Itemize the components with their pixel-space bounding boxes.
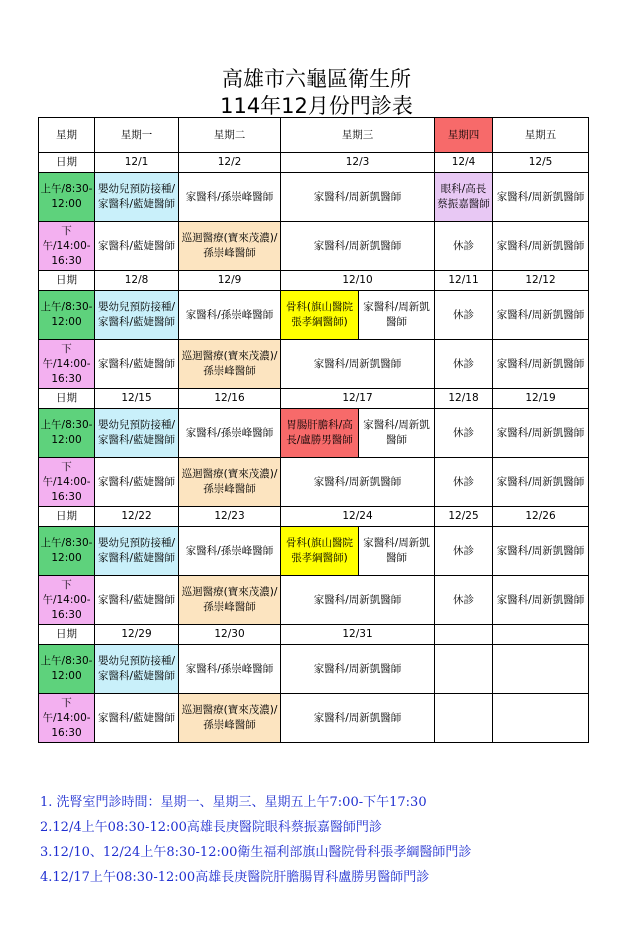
clinic-cell: 休診 xyxy=(435,409,493,458)
date-row xyxy=(39,507,589,527)
am-row xyxy=(39,409,589,458)
clinic-cell: 巡迴醫療(寶來茂濃)/孫崇峰醫師 xyxy=(179,694,281,743)
date-label: 日期 xyxy=(39,507,95,527)
clinic-cell: 家醫科/孫崇峰醫師 xyxy=(179,645,281,694)
clinic-cell: 家醫科/孫崇峰醫師 xyxy=(179,409,281,458)
clinic-cell: 家醫科/周新凱醫師 xyxy=(359,291,435,340)
clinic-cell: 家醫科/藍婕醫師 xyxy=(95,458,179,507)
clinic-cell: 家醫科/周新凱醫師 xyxy=(493,527,589,576)
date-cell: 12/24 xyxy=(281,507,435,527)
clinic-cell: 巡迴醫療(寶來茂濃)/孫崇峰醫師 xyxy=(179,340,281,389)
pm-row xyxy=(39,576,589,625)
clinic-cell: 家醫科/孫崇峰醫師 xyxy=(179,173,281,222)
date-row xyxy=(39,153,589,173)
clinic-cell: 巡迴醫療(寶來茂濃)/孫崇峰醫師 xyxy=(179,576,281,625)
clinic-cell: 家醫科/周新凱醫師 xyxy=(281,694,435,743)
date-cell: 12/15 xyxy=(95,389,179,409)
clinic-cell: 家醫科/孫崇峰醫師 xyxy=(179,291,281,340)
date-cell: 12/10 xyxy=(281,271,435,291)
header-friday: 星期五 xyxy=(493,118,589,153)
date-cell: 12/3 xyxy=(281,153,435,173)
header-tuesday: 星期二 xyxy=(179,118,281,153)
clinic-cell: 家醫科/藍婕醫師 xyxy=(95,576,179,625)
date-cell: 12/25 xyxy=(435,507,493,527)
clinic-cell: 家醫科/周新凱醫師 xyxy=(493,576,589,625)
pm-row xyxy=(39,340,589,389)
date-label: 日期 xyxy=(39,153,95,173)
am-label: 上午/8:30-12:00 xyxy=(39,291,95,340)
am-row xyxy=(39,173,589,222)
date-cell: 12/29 xyxy=(95,625,179,645)
clinic-cell: 家醫科/周新凱醫師 xyxy=(359,409,435,458)
clinic-cell: 嬰幼兒預防接種/家醫科/藍婕醫師 xyxy=(95,527,179,576)
pm-row xyxy=(39,458,589,507)
clinic-cell: 家醫科/藍婕醫師 xyxy=(95,340,179,389)
clinic-cell: 骨科(旗山醫院張孝綱醫師) xyxy=(281,527,359,576)
date-cell: 12/18 xyxy=(435,389,493,409)
date-cell: 12/23 xyxy=(179,507,281,527)
pm-label: 下午/14:00-16:30 xyxy=(39,458,95,507)
am-row xyxy=(39,291,589,340)
date-cell: 12/12 xyxy=(493,271,589,291)
date-cell: 12/9 xyxy=(179,271,281,291)
header-wednesday: 星期三 xyxy=(281,118,435,153)
am-row xyxy=(39,527,589,576)
date-cell: 12/31 xyxy=(281,625,435,645)
note-item: 2.12/4上午08:30-12:00高雄長庚醫院眼科蔡振嘉醫師門診 xyxy=(40,820,382,835)
clinic-cell: 骨科(旗山醫院張孝綱醫師) xyxy=(281,291,359,340)
title-line1: 高雄市六龜區衛生所 xyxy=(222,67,411,91)
clinic-cell: 眼科/高長蔡振嘉醫師 xyxy=(435,173,493,222)
pm-row xyxy=(39,222,589,271)
am-label: 上午/8:30-12:00 xyxy=(39,409,95,458)
header-thursday: 星期四 xyxy=(435,118,493,153)
header-weekday-label: 星期 xyxy=(39,118,95,153)
clinic-cell: 嬰幼兒預防接種/家醫科/藍婕醫師 xyxy=(95,173,179,222)
date-cell: 12/22 xyxy=(95,507,179,527)
clinic-cell: 家醫科/周新凱醫師 xyxy=(493,291,589,340)
am-label: 上午/8:30-12:00 xyxy=(39,527,95,576)
am-row xyxy=(39,645,589,694)
pm-row xyxy=(39,694,589,743)
am-label: 上午/8:30-12:00 xyxy=(39,173,95,222)
date-cell xyxy=(493,625,589,645)
date-cell: 12/26 xyxy=(493,507,589,527)
clinic-cell: 家醫科/周新凱醫師 xyxy=(493,458,589,507)
pm-label: 下午/14:00-16:30 xyxy=(39,576,95,625)
clinic-cell: 嬰幼兒預防接種/家醫科/藍婕醫師 xyxy=(95,291,179,340)
pm-label: 下午/14:00-16:30 xyxy=(39,222,95,271)
clinic-cell: 休診 xyxy=(435,527,493,576)
clinic-cell: 家醫科/周新凱醫師 xyxy=(281,458,435,507)
date-cell xyxy=(435,625,493,645)
clinic-cell: 家醫科/藍婕醫師 xyxy=(95,222,179,271)
clinic-cell: 休診 xyxy=(435,340,493,389)
am-label: 上午/8:30-12:00 xyxy=(39,645,95,694)
clinic-cell: 胃腸肝膽科/高長/盧勝男醫師 xyxy=(281,409,359,458)
clinic-cell: 休診 xyxy=(435,291,493,340)
date-cell: 12/4 xyxy=(435,153,493,173)
header-monday: 星期一 xyxy=(95,118,179,153)
date-label: 日期 xyxy=(39,625,95,645)
date-row xyxy=(39,625,589,645)
clinic-cell: 家醫科/周新凱醫師 xyxy=(281,340,435,389)
clinic-cell: 家醫科/周新凱醫師 xyxy=(281,645,435,694)
date-cell: 12/1 xyxy=(95,153,179,173)
clinic-cell: 家醫科/周新凱醫師 xyxy=(359,527,435,576)
clinic-cell: 家醫科/周新凱醫師 xyxy=(281,576,435,625)
clinic-cell xyxy=(435,645,493,694)
date-cell: 12/8 xyxy=(95,271,179,291)
clinic-cell: 巡迴醫療(寶來茂濃)/孫崇峰醫師 xyxy=(179,222,281,271)
date-label: 日期 xyxy=(39,271,95,291)
date-row xyxy=(39,271,589,291)
clinic-cell: 家醫科/周新凱醫師 xyxy=(493,340,589,389)
clinic-cell xyxy=(493,694,589,743)
date-cell: 12/30 xyxy=(179,625,281,645)
date-cell: 12/11 xyxy=(435,271,493,291)
pm-label: 下午/14:00-16:30 xyxy=(39,340,95,389)
date-cell: 12/16 xyxy=(179,389,281,409)
notes xyxy=(40,790,620,890)
clinic-cell: 家醫科/孫崇峰醫師 xyxy=(179,527,281,576)
schedule-table xyxy=(38,117,589,743)
clinic-cell: 嬰幼兒預防接種/家醫科/藍婕醫師 xyxy=(95,645,179,694)
clinic-cell xyxy=(493,645,589,694)
clinic-cell: 嬰幼兒預防接種/家醫科/藍婕醫師 xyxy=(95,409,179,458)
clinic-cell: 家醫科/周新凱醫師 xyxy=(493,222,589,271)
header-row xyxy=(39,118,589,153)
date-label: 日期 xyxy=(39,389,95,409)
date-cell: 12/5 xyxy=(493,153,589,173)
date-cell: 12/17 xyxy=(281,389,435,409)
clinic-cell: 巡迴醫療(寶來茂濃)/孫崇峰醫師 xyxy=(179,458,281,507)
note-item: 4.12/17上午08:30-12:00高雄長庚醫院肝膽腸胃科盧勝男醫師門診 xyxy=(40,870,430,885)
title-line2: 114年12月份門診表 xyxy=(220,94,413,118)
clinic-cell: 家醫科/周新凱醫師 xyxy=(493,173,589,222)
pm-label: 下午/14:00-16:30 xyxy=(39,694,95,743)
clinic-cell: 休診 xyxy=(435,458,493,507)
clinic-cell: 家醫科/藍婕醫師 xyxy=(95,694,179,743)
clinic-cell xyxy=(435,694,493,743)
clinic-cell: 家醫科/周新凱醫師 xyxy=(281,222,435,271)
clinic-cell: 家醫科/周新凱醫師 xyxy=(281,173,435,222)
date-row xyxy=(39,389,589,409)
clinic-cell: 休診 xyxy=(435,222,493,271)
clinic-cell: 休診 xyxy=(435,576,493,625)
clinic-cell: 家醫科/周新凱醫師 xyxy=(493,409,589,458)
note-item: 3.12/10、12/24上午8:30-12:00衛生福利部旗山醫院骨科張孝綱醫師門診 xyxy=(40,845,472,860)
date-cell: 12/19 xyxy=(493,389,589,409)
date-cell: 12/2 xyxy=(179,153,281,173)
note-item: 1. 洗腎室門診時間：星期一、星期三、星期五上午7:00-下午17:30 xyxy=(40,795,427,810)
